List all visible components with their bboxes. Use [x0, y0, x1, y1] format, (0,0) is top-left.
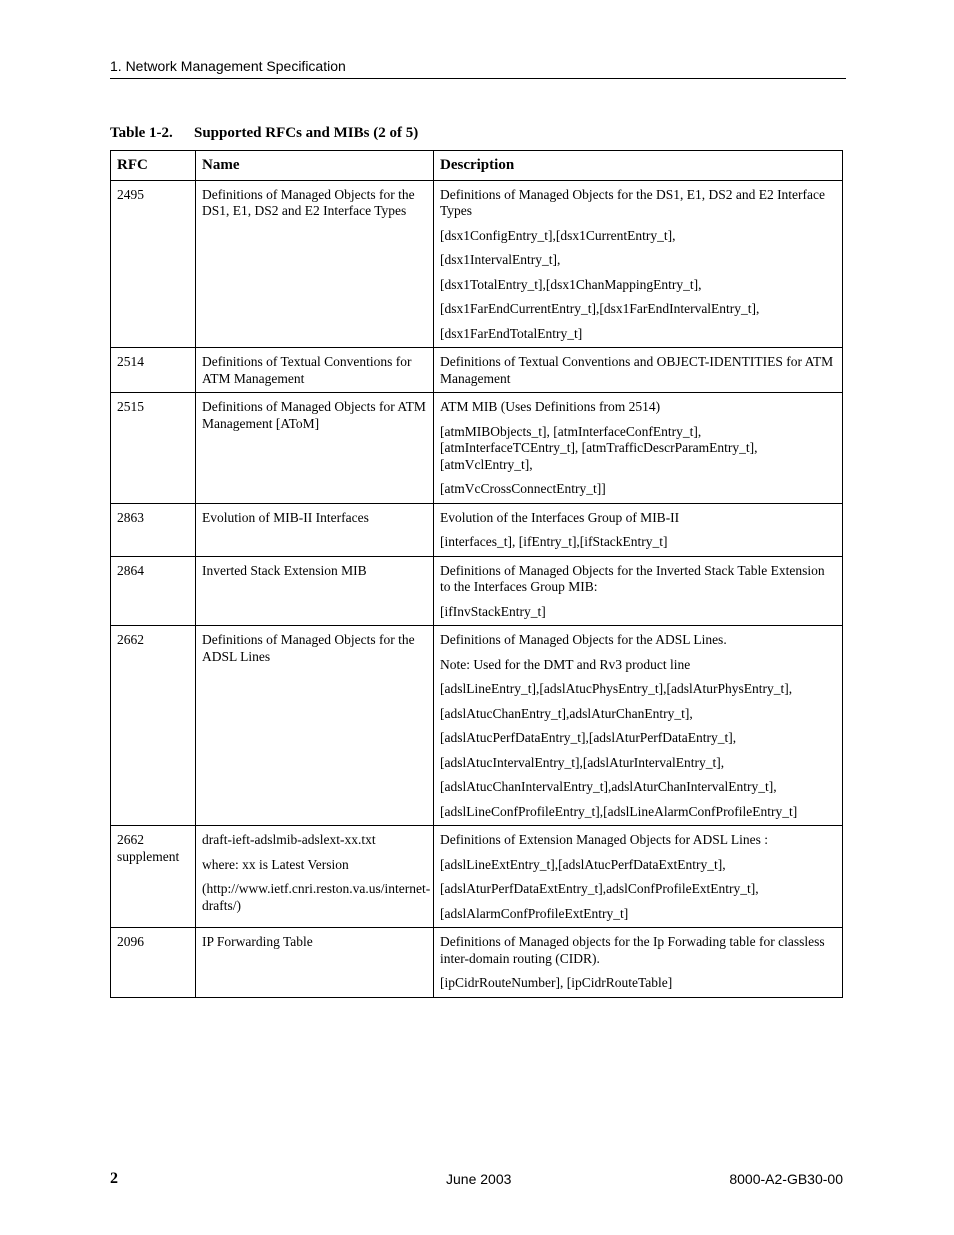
table-row	[111, 348, 843, 393]
description-line: [adslLineConfProfileEntry_t],[adslLineAlarmConfProfileEntry_t]	[440, 803, 798, 819]
description-line: [adslAlarmConfProfileExtEntry_t]	[440, 905, 629, 921]
description-line: Definitions of Managed Objects for the DS1, E1, DS2 and E2 Interface Types	[440, 186, 826, 218]
name-line: Definitions of Managed Objects for the ADSL Lines	[202, 632, 415, 664]
name-cell	[196, 348, 434, 393]
description-cell	[434, 626, 843, 826]
table-row	[111, 826, 843, 928]
description-line: [interfaces_t], [ifEntry_t],[ifStackEntry_t]	[440, 534, 668, 549]
name-cell	[196, 503, 434, 556]
name-line: IP Forwarding Table	[202, 934, 313, 949]
description-line: [adslLineExtEntry_t],[adslAtucPerfDataExtEntry_t],	[440, 856, 726, 872]
rfc-cell	[111, 928, 196, 998]
description-line: ATM MIB (Uses Definitions from 2514)	[440, 399, 661, 414]
table-row	[111, 393, 843, 504]
publication-date: June 2003	[446, 1171, 512, 1187]
description-line: [dsx1IntervalEntry_t],	[440, 252, 561, 267]
rfc-cell	[111, 503, 196, 556]
rfc-line: 2662 supplement	[117, 832, 180, 864]
description-line: [ifInvStackEntry_t]	[440, 603, 546, 619]
description-line: [ipCidrRouteNumber], [ipCidrRouteTable]	[440, 975, 673, 990]
table-row	[111, 928, 843, 998]
column-header-description: Description	[434, 151, 843, 181]
rfc-line: 2495	[117, 186, 144, 202]
name-line: (http://www.ietf.cnri.reston.va.us/internet-drafts/)	[202, 881, 431, 913]
name-cell	[196, 556, 434, 626]
name-cell	[196, 393, 434, 504]
table-row	[111, 556, 843, 626]
page-number: 2	[110, 1170, 118, 1187]
rfc-line: 2863	[117, 509, 144, 525]
description-cell	[434, 393, 843, 504]
table-row	[111, 626, 843, 826]
rfc-cell	[111, 826, 196, 928]
table-caption	[110, 125, 418, 142]
description-line: Definitions of Extension Managed Objects for ADSL Lines :	[440, 832, 768, 847]
rfc-cell	[111, 556, 196, 626]
rfc-line: 2864	[117, 562, 144, 578]
description-cell	[434, 348, 843, 393]
description-line: [dsx1FarEndTotalEntry_t]	[440, 325, 583, 341]
rfc-line: 2514	[117, 354, 144, 369]
name-line: Evolution of MIB-II Interfaces	[202, 509, 369, 525]
name-cell	[196, 928, 434, 998]
table-row	[111, 503, 843, 556]
name-cell	[196, 826, 434, 928]
description-line: [adslAtucChanIntervalEntry_t],adslAturChanIntervalEntry_t],	[440, 779, 777, 794]
document-number: 8000-A2-GB30-00	[729, 1171, 843, 1187]
rfc-line: 2096	[117, 934, 144, 949]
description-line: [atmMIBObjects_t], [atmInterfaceConfEntry_t],[atmInterfaceTCEntry_t], [atmTrafficDescrParamEntry_t],[atmVclEntry_t],	[440, 423, 758, 472]
rfc-cell	[111, 393, 196, 504]
description-line: [dsx1TotalEntry_t],[dsx1ChanMappingEntry_t],	[440, 276, 702, 292]
rfc-mib-table	[110, 150, 843, 998]
rfc-cell	[111, 348, 196, 393]
rfc-cell	[111, 180, 196, 348]
column-header-rfc: RFC	[111, 151, 196, 181]
table-body	[111, 180, 843, 997]
description-line: [adslAturPerfDataExtEntry_t],adslConfProfileExtEntry_t],	[440, 881, 759, 896]
description-cell	[434, 928, 843, 998]
name-line: Inverted Stack Extension MIB	[202, 562, 367, 578]
table-header-row	[111, 151, 843, 181]
description-line: Definitions of Textual Conventions and OBJECT-IDENTITIES for ATM Management	[440, 354, 834, 386]
description-line: Note: Used for the DMT and Rv3 product line	[440, 656, 691, 672]
rfc-line: 2662	[117, 632, 144, 647]
description-cell	[434, 826, 843, 928]
page-footer	[110, 1170, 843, 1190]
description-line: [adslAtucPerfDataEntry_t],[adslAturPerfDataEntry_t],	[440, 730, 737, 745]
name-cell	[196, 180, 434, 348]
description-line: [dsx1FarEndCurrentEntry_t],[dsx1FarEndIntervalEntry_t],	[440, 301, 760, 316]
name-cell	[196, 626, 434, 826]
description-cell	[434, 180, 843, 348]
name-line: Definitions of Textual Conventions for ATM Management	[202, 354, 412, 386]
rfc-line: 2515	[117, 399, 144, 414]
description-line: [adslLineEntry_t],[adslAtucPhysEntry_t],[adslAturPhysEntry_t],	[440, 681, 793, 696]
name-line: where: xx is Latest Version	[202, 856, 349, 872]
description-line: [adslAtucIntervalEntry_t],[adslAturIntervalEntry_t],	[440, 754, 725, 770]
name-line: draft-ieft-adslmib-adslext-xx.txt	[202, 832, 376, 847]
description-line: Definitions of Managed Objects for the Inverted Stack Table Extension to the Interfaces Group MIB:	[440, 562, 825, 594]
rfc-cell	[111, 626, 196, 826]
table-row	[111, 180, 843, 348]
name-line: Definitions of Managed Objects for ATM Management [AToM]	[202, 399, 426, 431]
description-cell	[434, 556, 843, 626]
column-header-name: Name	[196, 151, 434, 181]
description-line: [dsx1ConfigEntry_t],[dsx1CurrentEntry_t],	[440, 227, 676, 243]
description-line: Definitions of Managed objects for the Ip Forwading table for classless inter-domain routing (CIDR).	[440, 934, 825, 966]
description-line: Definitions of Managed Objects for the ADSL Lines.	[440, 632, 727, 647]
description-cell	[434, 503, 843, 556]
table-number: Table 1-2.	[110, 125, 173, 141]
description-line: [atmVcCrossConnectEntry_t]]	[440, 481, 606, 496]
description-line: Evolution of the Interfaces Group of MIB-II	[440, 509, 680, 525]
running-header: 1. Network Management Specification	[110, 58, 846, 79]
description-line: [adslAtucChanEntry_t],adslAturChanEntry_t],	[440, 705, 693, 721]
name-line: Definitions of Managed Objects for the DS1, E1, DS2 and E2 Interface Types	[202, 186, 415, 218]
table-title: Supported RFCs and MIBs (2 of 5)	[194, 125, 419, 141]
